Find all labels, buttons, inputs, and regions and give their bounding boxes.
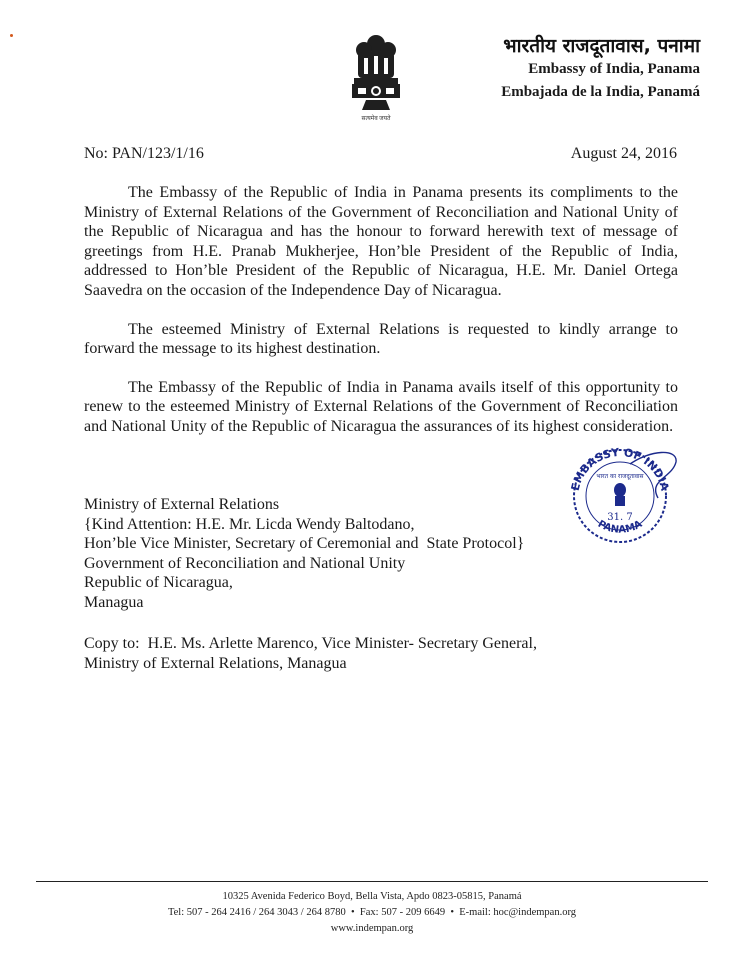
seal-top-text: EMBASSY OF INDIA: [568, 445, 672, 493]
embassy-name-spanish: Embajada de la India, Panamá: [501, 84, 700, 100]
embassy-seal: [560, 440, 684, 550]
state-emblem: [344, 30, 408, 126]
paragraph-2: The esteemed Ministry of External Relations is requested to kindly arrange to forward the message to its highest destination.: [84, 320, 678, 358]
addressee-line-6: Managua: [84, 593, 144, 611]
copy-to-line-2: Ministry of External Relations, Managua: [84, 654, 347, 672]
seal-emblem-icon: [614, 483, 626, 506]
paragraph-3: The Embassy of the Republic of India in Panama avails itself of this opportunity to renew to the esteemed Ministry of External Relations of the Government of Reconciliation and National Unity of the Republic of Nicaragua the assurances of its highest consideration.: [84, 378, 678, 435]
addressee-line-5: Republic of Nicaragua,: [84, 574, 233, 592]
addressee-line-3: Hon’ble Vice Minister, Secretary of Ceremonial and State Protocol}: [84, 535, 525, 553]
seal-inner-text: भारत का राजदूतावास: [596, 473, 644, 480]
letterhead-text: [501, 34, 700, 104]
letter-date: August 24, 2016: [570, 145, 677, 162]
addressee-line-2: {Kind Attention: H.E. Mr. Licda Wendy Baltodano,: [84, 515, 415, 533]
embassy-name-english: Embassy of India, Panama: [528, 61, 700, 77]
reference-number: No: PAN/123/1/16: [84, 145, 204, 162]
letter-body: [84, 183, 678, 456]
copy-to-block: [84, 634, 537, 673]
footer: [36, 889, 708, 937]
seal-bottom-text: PANAMA: [595, 518, 645, 536]
footer-divider: [36, 881, 708, 882]
copy-to-line-1: Copy to: H.E. Ms. Arlette Marenco, Vice Minister- Secretary General,: [84, 635, 537, 652]
addressee-line-1: Ministry of External Relations: [84, 496, 280, 513]
footer-address: 10325 Avenida Federico Boyd, Bella Vista, Apdo 0823-05815, Panamá: [222, 891, 522, 902]
stray-mark: [10, 34, 13, 37]
embassy-name-hindi: भारतीय राजदूतावास, पनामा: [503, 35, 700, 57]
footer-contact: Tel: 507 - 264 2416 / 264 3043 / 264 8780 • Fax: 507 - 209 6649 • E-mail: hoc@indempan.org: [167, 907, 577, 918]
paragraph-1: The Embassy of the Republic of India in Panama presents its compliments to the Ministry of External Relations of the Government of Reconciliation and National Unity of the Republic of Nicaragua and has the honour to forward herewith text of message of greetings from H.E. Pranab Mukherjee, Hon’ble President of the Republic of India, addressed to Hon’ble President of the Republic of Nicaragua, H.E. Mr. Daniel Ortega Saavedra on the occasion of the Independence Day of Nicaragua.: [84, 184, 678, 299]
emblem-motto: सत्यमेव जयते: [361, 116, 391, 122]
addressee-block: [84, 495, 524, 613]
addressee-line-4: Government of Reconciliation and National Unity: [84, 554, 406, 572]
lion-capital-icon: [344, 30, 408, 114]
footer-website: www.indempan.org: [330, 923, 414, 934]
seal-handwritten-date: 31. 7: [607, 512, 633, 523]
